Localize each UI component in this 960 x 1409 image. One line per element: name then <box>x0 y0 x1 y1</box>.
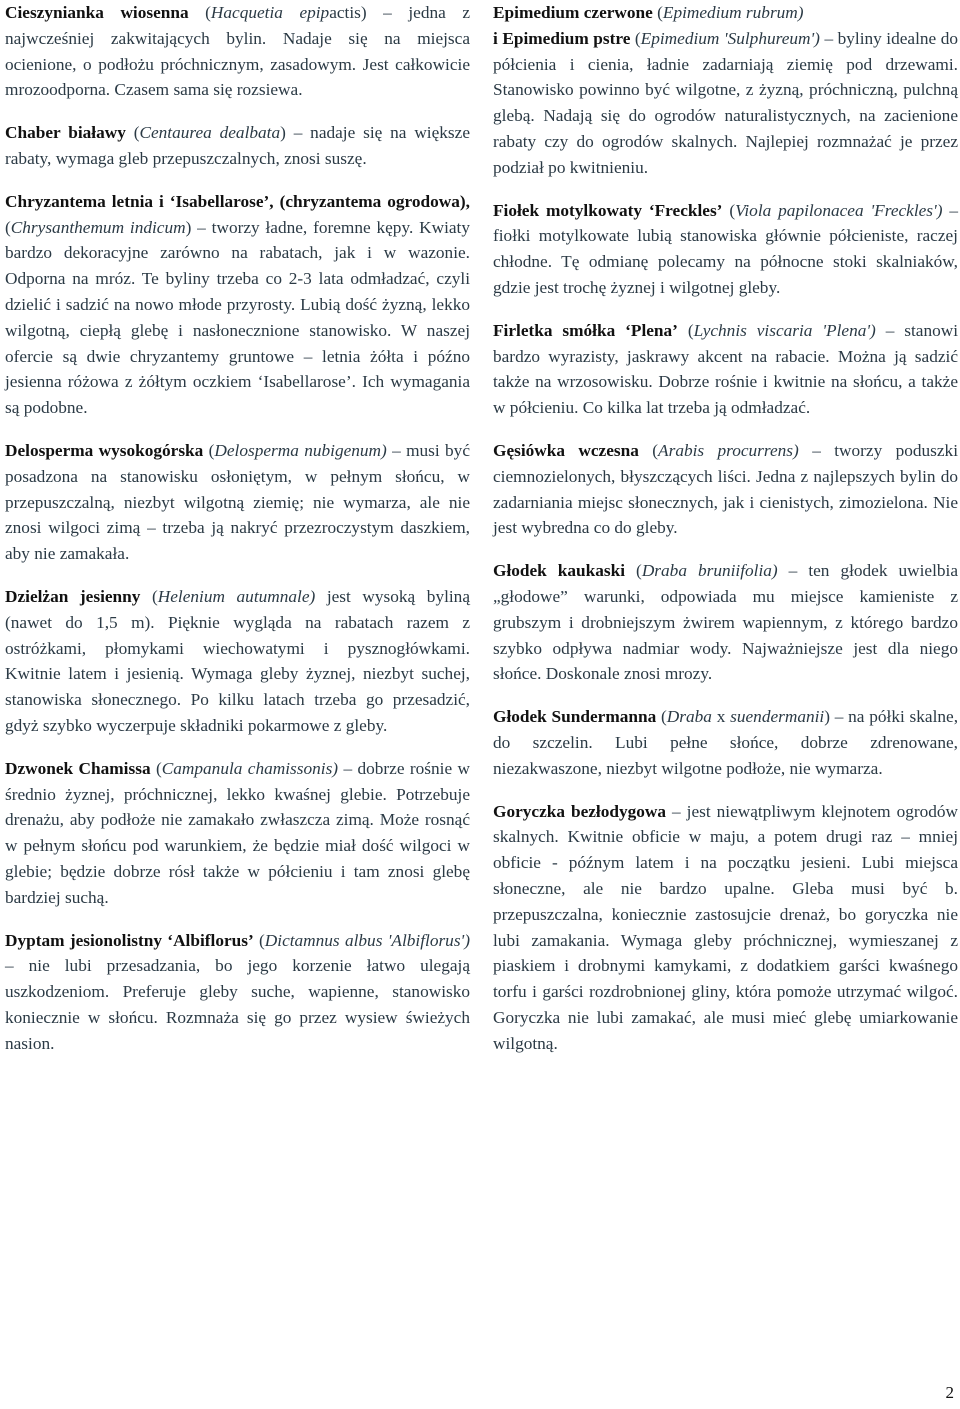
plant-name: Cieszynianka wiosenna <box>5 3 189 22</box>
entry-chryzantema: Chryzantema letnia i ‘Isabellarose’, (chryzantema ogrodowa), (Chrysanthemum indicum) – tworzy ładne, foremne kępy. Kwiaty bardzo dekoracyjne zarówno na rabatach, jak i w wazonie. Odporna na mróz. Te byliny trzeba co 2-3 lata odmładzać, czyli dzielić i sadzić na nowo młode przyrosty. Lubią dość żyzną, lekko wilgotną, ciepłą glebę i nasłonecznione stanowisko. W naszej ofercie są dwie chryzantemy gruntowe – letnia żółta i późno jesienna różowa z żółtym oczkiem ‘Isabellarose’. Ich wymagania są podobne. <box>5 191 470 418</box>
latin-name: Chrysanthemum indicum <box>10 217 186 237</box>
plant-name: Delosperma wysokogórska <box>5 440 204 460</box>
description: – jest niewątpliwym klejnotem ogrodów skalnych. Kwitnie obficie w maju, a potem drugi raz – mniej obficie - późnym latem i na początku jesieni. Lubi miejsca słoneczne, ale nie bardzo upalne. Gleba musi być b. przepuszczalna, koniecznie zastosujcie drenaż, bo goryczka nie lubi zamakania. Wymaga gleby próchnicznej, wymieszanej z piaskiem i drobnymi kamykami, z dodatkiem garści kwaśnego torfu i garści rozdrobnionej gliny, która pomoże utrzymać wilgoć. Goryczka nie lubi zamakać, ale musi mieć glebę umiarkowanie wilgotną. <box>493 801 959 1053</box>
latin-name: Draba bruniifolia) <box>641 561 778 581</box>
description: ) – tworzy ładne, foremne kępy. Kwiaty bardzo dekoracyjne zarówno na rabatach, jak i w wazonie. Odporna na mróz. Te byliny trzeba co 2-3 lata odmładzać, czyli dzielić i sadzić na nowo młode przyrosty. Lubią dość żyzną, lekko wilgotną, ciepłą glebę i nasłonecznione stanowisko. W naszej ofercie są dwie chryzantemy gruntowe – letnia żółta i późno jesienna różowa z żółtym oczkiem ‘Isabellarose’. Ich wymagania są podobne. <box>5 217 470 418</box>
plant-name: Chryzantema letnia i ‘Isabellarose’, (chryzantema ogrodowa), <box>5 191 470 211</box>
entry-gesiowka: Gęsiówka wczesna (Arabis procurrens) – tworzy poduszki ciemnozielonych, błyszczących liści. Jedna z najlepszych bylin do zadarniania miejsc słonecznych, jak i cienistych, zimozielona. Nie jest wybredna co do gleby. <box>493 440 958 538</box>
page-number: 2 <box>945 1383 954 1402</box>
entry-goryczka <box>493 799 958 1057</box>
latin-name: Helenium autumnale) <box>157 586 316 606</box>
plant-name: Gęsiówka wczesna <box>493 440 639 460</box>
description: – stanowi bardzo wyrazisty, jaskrawy akcent na rabacie. Można ją sadzić także na wrzosowisku. Dobrze rośnie i kwitnie na słońcu, a także w półcieniu. Co kilka lat trzeba ją odmładzać. <box>493 320 959 418</box>
right-column <box>493 0 958 1073</box>
plant-name: Dzwonek Chamissa <box>5 758 151 778</box>
entry-dzwonek: Dzwonek Chamissa (Campanula chamissonis) – dobrze rośnie w średnio żyznej, próchnicznej, lekko kwaśnej glebie. Potrzebuje drenażu, aby podłoże nie zamakało zwłaszcza zimą. Może rosnąć w pełnym słońcu pod warunkiem, że będzie miał dość wilgoci w glebie; będzie dobrze rósł także w półcieniu i tam znosi glebę bardziej suchą. <box>5 758 471 907</box>
latin-name: Delosperma nubigenum) <box>214 440 387 460</box>
plant-name: Głodek kaukaski <box>493 561 626 581</box>
latin-name: Campanula chamissonis) <box>161 758 339 778</box>
description: jest wysoką byliną (nawet do 1,5 m). Pięknie wygląda na rabatach razem z ostróżkami, płomykami wiechowatymi i pysznogłówkami. Kwitnie latem i jesienią. Wymaga gleby żyznej, niezbyt suchej, stanowiska słonecznego. Po kilku latach trzeba go przesadzić, gdyż szybko wyczerpuje składniki pokarmowe z gleby. <box>5 586 470 735</box>
entry-delosperma: Delosperma wysokogórska (Delosperma nubigenum) – musi być posadzona na stanowisku osłoniętym, w pełnym słońcu, w przepuszczalną, niezbyt wilgotną ziemię; nie wymarza, ale nie znosi wilgoci zimą – trzeba ją nakryć przezroczystym daszkiem, aby nie zamakała. <box>5 440 470 564</box>
entry-cieszynianka: Cieszynianka wiosenna (Hacquetia epipactis) – jedna z najwcześniej zakwitających bylin. Nadaje się na miejsca ocienione, o podłożu próchnicznym, zasadowym. Jest całkowicie mrozoodporna. Czasem sama się rozsiewa. <box>5 3 470 100</box>
plant-name: Dzielżan jesienny <box>5 586 141 606</box>
entry-glodek-sundermanna: Głodek Sundermanna (Draba x suendermanii) – na półki skalne, do szczelin. Lubi pełne słońce, dobrze zdrenowane, niezakwaszone, niezbyt wilgotne podłoże, nie wymarza. <box>493 707 959 778</box>
latin-name: Epimedium rubrum) <box>662 3 804 22</box>
latin-name-2: Epimedium 'Sulphureum') <box>640 28 820 48</box>
description: – musi być posadzona na stanowisku osłoniętym, w pełnym słońcu, w przepuszczalną, niezbyt wilgotną ziemię; nie wymarza, ale nie znosi wilgoci zimą – trzeba ją nakryć przezroczystym daszkiem, aby nie zamakała. <box>5 440 470 564</box>
entry-epimedium: Epimedium czerwone (Epimedium rubrum) i Epimedium pstre (Epimedium 'Sulphureum') – byliny idealne do półcienia i cienia, ładnie zadarniają ziemię pod drzewami. Stanowisko powinno być wilgotne, z żyzną, próchniczną, pulchną glebą. Nadają się do ogrodów naturalistycznych, na zacienione rabaty czy do ogrodów skalnych. Najlepiej rozmnażać je przez podział po kwitnieniu. <box>493 3 959 177</box>
description: – tworzy poduszki ciemnozielonych, błyszczących liści. Jedna z najlepszych bylin do zadarniania miejsc słonecznych, jak i cienistych, zimozielona. Nie jest wybredna co do gleby. <box>493 440 958 538</box>
plant-name: Głodek Sundermanna <box>493 707 657 727</box>
latin-name: Viola papilonacea 'Freckles') <box>735 200 943 220</box>
latin-name: Draba <box>666 707 712 727</box>
entry-firletka: Firletka smółka ‘Plena’ (Lychnis viscaria 'Plena') – stanowi bardzo wyrazisty, jaskrawy akcent na rabacie. Można ją sadzić także na wrzosowisku. Dobrze rośnie i kwitnie na słońcu, a także w półcieniu. Co kilka lat trzeba ją odmładzać. <box>493 320 959 418</box>
description: – nie lubi przesadzania, bo jego korzenie łatwo ulegają uszkodzeniom. Preferuje gleby suche, wapienne, stanowisko koniecznie w słońcu. Rozmnaża się go przez wysiew świeżych nasion. <box>5 956 470 1053</box>
left-column <box>5 0 470 1073</box>
latin-name: Arabis procurrens) <box>658 440 799 460</box>
description: – ten głodek uwielbia „głodowe” warunki, odpowiada mu miejsce kamieniste z grubszym i drobniejszym żwirem wapiennym, z którego bardzo szybko odpływa nadmiar wody. Najważniejsze jest dla niego słońce. Doskonale znosi mrozy. <box>493 561 959 684</box>
plant-name: Goryczka bezłodygowa <box>493 801 667 821</box>
description: ) – nadaje się na większe rabaty, wymaga gleb przepuszczalnych, znosi suszę. <box>5 123 470 168</box>
latin-name-b: suendermanii <box>730 707 825 727</box>
plant-name: Firletka smółka ‘Plena’ <box>493 320 678 340</box>
latin-name: Lychnis viscaria 'Plena') <box>693 320 876 340</box>
latin-name: Centaurea dealbata <box>139 123 281 143</box>
description: actis) – jedna z najwcześniej zakwitających bylin. Nadaje się na miejsca ocienione, o podłożu próchnicznym, zasadowym. Jest całkowicie mrozoodporna. Czasem sama się rozsiewa. <box>5 3 470 100</box>
entry-dyptam: Dyptam jesionolistny ‘Albiflorus’ (Dictamnus albus 'Albiflorus') – nie lubi przesadzania, bo jego korzenie łatwo ulegają uszkodzeniom. Preferuje gleby suche, wapienne, stanowisko koniecznie w słońcu. Rozmnaża się go przez wysiew świeżych nasion. <box>5 930 470 1053</box>
plant-name: Fiołek motylkowaty ‘Freckles’ <box>493 200 723 220</box>
entry-glodek-kaukaski: Głodek kaukaski (Draba bruniifolia) – ten głodek uwielbia „głodowe” warunki, odpowiada mu miejsce kamieniste z grubszym i drobniejszym żwirem wapiennym, z którego bardzo szybko odpływa nadmiar wody. Najważniejsze jest dla niego słońce. Doskonale znosi mrozy. <box>493 561 959 684</box>
description: – byliny idealne do półcienia i cienia, ładnie zadarniają ziemię pod drzewami. Stanowisko powinno być wilgotne, z żyzną, próchniczną, pulchną glebą. Nadają się do ogrodów naturalistycznych, na zacienione rabaty czy do ogrodów skalnych. Najlepiej rozmnażać je przez podział po kwitnieniu. <box>493 28 959 177</box>
entry-fiolek: Fiołek motylkowaty ‘Freckles’ (Viola papilonacea 'Freckles') – fiołki motylkowate lubią stanowiska głównie półcieniste, raczej chłodne. Tę odmianę polecamy na północne stoki skalniaków, gdzie jest trochę żyznej i wilgotnej gleby. <box>493 200 959 297</box>
entry-dzielzan: Dzielżan jesienny (Helenium autumnale) jest wysoką byliną (nawet do 1,5 m). Pięknie wygląda na rabatach razem z ostróżkami, płomykami wiechowatymi i pysznogłówkami. Kwitnie latem i jesienią. Wymaga gleby żyznej, niezbyt suchej, stanowiska słonecznego. Po kilku latach trzeba go przesadzić, gdyż szybko wyczerpuje składniki pokarmowe z gleby. <box>5 586 470 735</box>
latin-name: Dictamnus albus 'Albiflorus') <box>264 930 470 950</box>
description: ) – na półki skalne, do szczelin. Lubi pełne słońce, dobrze zdrenowane, niezakwaszone, niezbyt wilgotne podłoże, nie wymarza. <box>493 707 959 778</box>
plant-name-2: i Epimedium pstre <box>493 28 631 48</box>
plant-name: Dyptam jesionolistny ‘Albiflorus’ <box>5 930 254 950</box>
latin-name: Hacquetia epip <box>210 3 330 22</box>
description: – dobrze rośnie w średnio żyznej, próchnicznej, lekko kwaśnej glebie. Potrzebuje drenażu, aby podłoże nie zamakało zwłaszcza zimą. Może rosnąć w pełnym słońcu pod warunkiem, że będzie miał dość wilgoci w glebie; będzie dobrze rósł także w półcieniu i tam znosi glebę bardziej suchą. <box>5 758 471 907</box>
description: – fiołki motylkowate lubią stanowiska głównie półcieniste, raczej chłodne. Tę odmianę polecamy na północne stoki skalniaków, gdzie jest trochę żyznej i wilgotnej gleby. <box>493 200 959 297</box>
plant-name: Epimedium czerwone <box>493 3 653 22</box>
entry-chaber: Chaber białawy (Centaurea dealbata) – nadaje się na większe rabaty, wymaga gleb przepuszczalnych, znosi suszę. <box>5 123 470 168</box>
plant-name: Chaber białawy <box>5 123 126 143</box>
